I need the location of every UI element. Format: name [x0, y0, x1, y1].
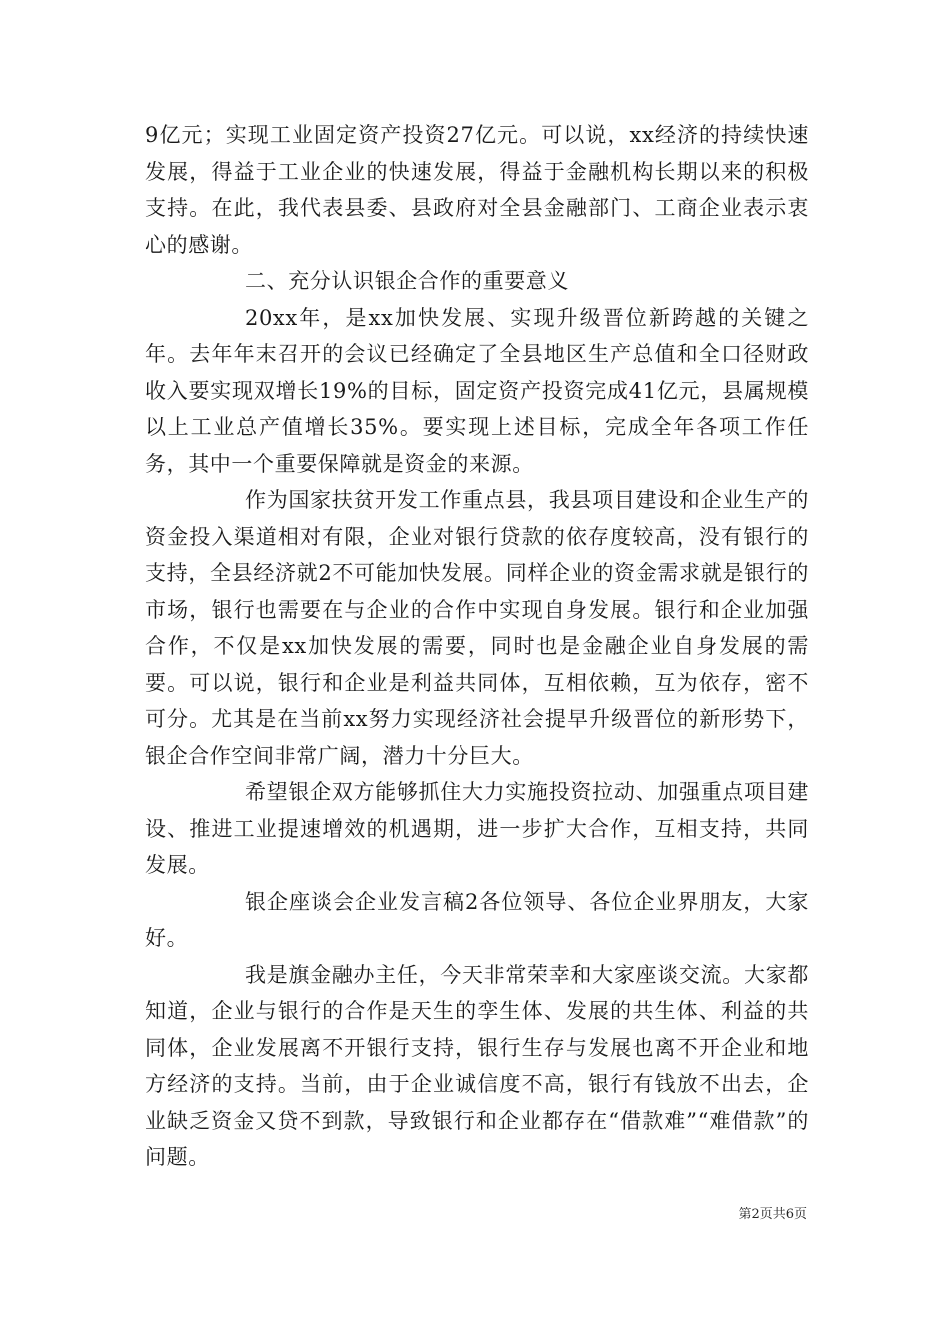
section-heading: 二、充分认识银企合作的重要意义 [245, 269, 569, 293]
paragraph: 银企座谈会企业发言稿2各位领导、各位企业界朋友，大家好。 [145, 889, 809, 950]
paragraph: 20xx年，是xx加快发展、实现升级晋位新跨越的关键之年。去年年末召开的会议已经确定了全县地区生产总值和全口径财政收入要实现双增长19%的目标，固定资产投资完成41亿元，县属规模以上工业总产值增长35%。要实现上述目标，完成全年各项工作任务，其中一个重要保障就是资金的来源。 [145, 305, 809, 476]
paragraph: 作为国家扶贫开发工作重点县，我县项目建设和企业生产的资金投入渠道相对有限，企业对银行贷款的依存度较高，没有银行的支持，全县经济就2不可能加快发展。同样企业的资金需求就是银行的市场，银行也需要在与企业的合作中实现自身发展。银行和企业加强合作，不仅是xx加快发展的需要，同时也是金融企业自身发展的需要。可以说，银行和企业是利益共同体，互相依赖，互为依存，密不可分。尤其是在当前xx努力实现经济社会提早升级晋位的新形势下，银企合作空间非常广阔，潜力十分巨大。 [145, 488, 809, 768]
page-number: 第2页共6页 [738, 1207, 807, 1222]
document-body [145, 117, 809, 1176]
paragraph: 我是旗金融办主任，今天非常荣幸和大家座谈交流。大家都知道，企业与银行的合作是天生的孪生体、发展的共生体、利益的共同体，企业发展离不开银行支持，银行生存与发展也离不开企业和地方经济的支持。当前，由于企业诚信度不高，银行有钱放不出去，企业缺乏资金又贷不到款，导致银行和企业都存在“借款难”“难借款”的问题。 [145, 962, 809, 1169]
paragraph: 9亿元；实现工业固定资产投资27亿元。可以说，xx经济的持续快速发展，得益于工业企业的快速发展，得益于金融机构长期以来的积极支持。在此，我代表县委、县政府对全县金融部门、工商企业表示衷心的感谢。 [145, 123, 809, 257]
paragraph: 希望银企双方能够抓住大力实施投资拉动、加强重点项目建设、推进工业提速增效的机遇期，进一步扩大合作，互相支持，共同发展。 [145, 780, 809, 877]
